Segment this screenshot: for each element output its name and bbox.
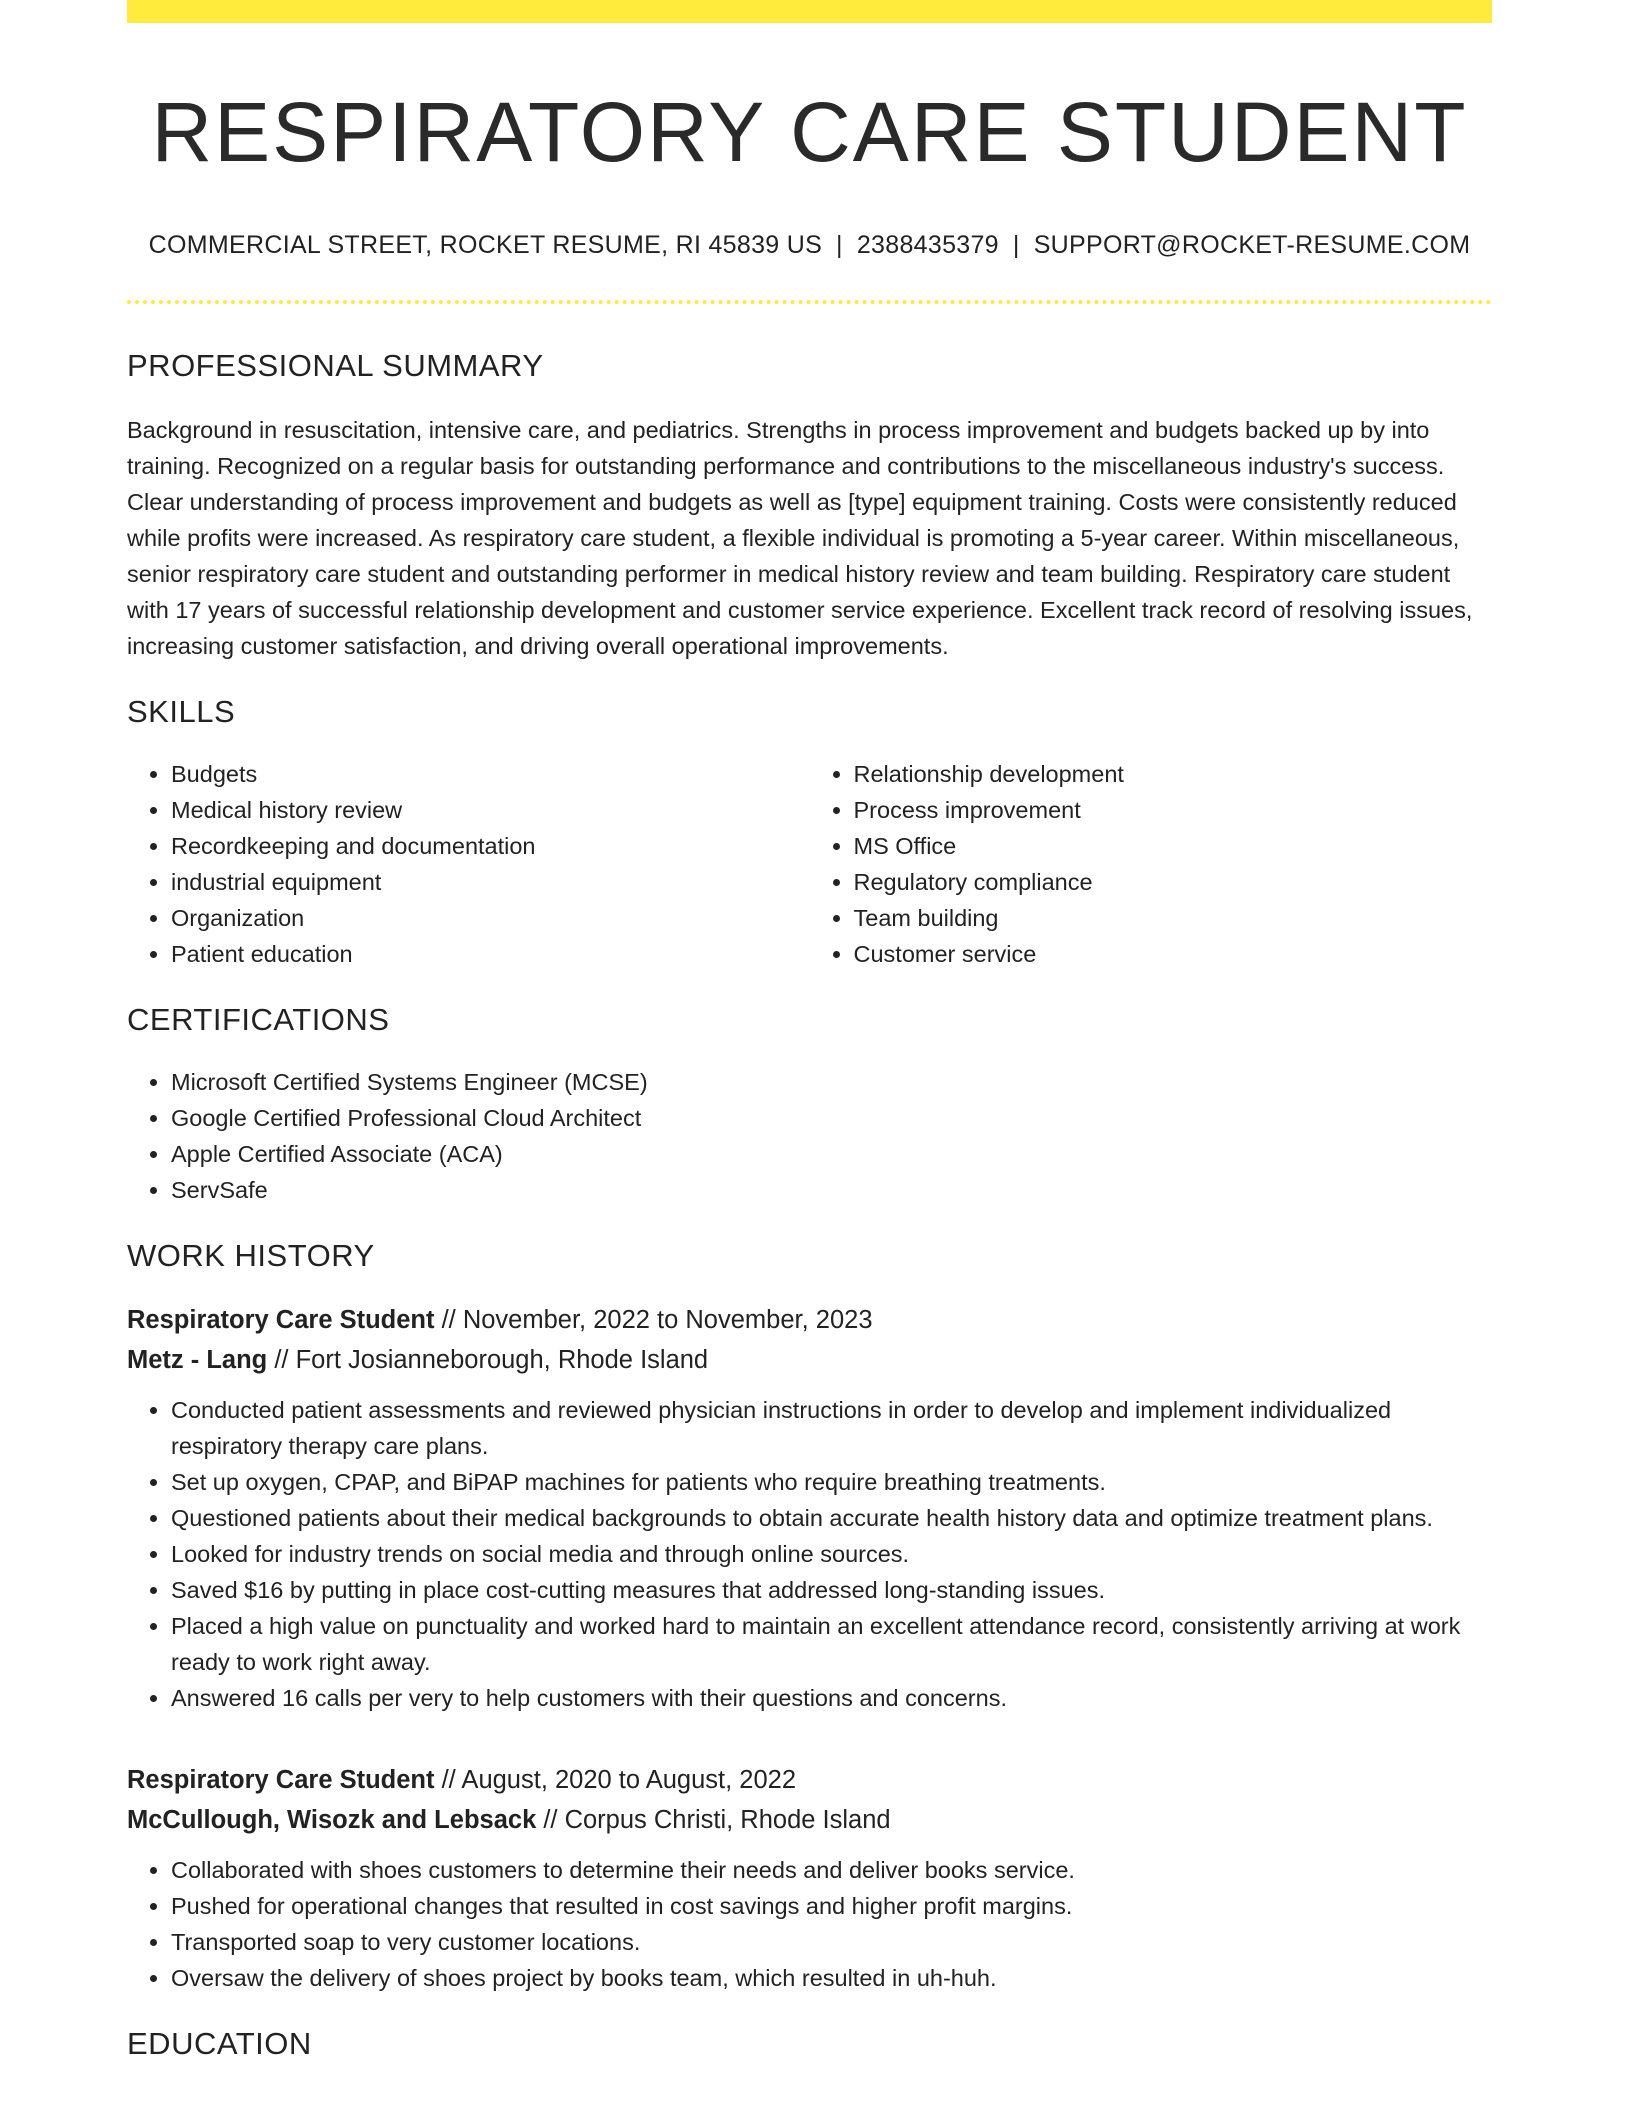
summary-text: Background in resuscitation, intensive care, and pediatrics. Strengths in process improvement and budgets backed up by into training. Recognized on a regular basis for outstanding performance and contributions to the miscellaneous industry's success. Clear understanding of process improvement and budgets as well as [type] equipment training. Costs were consistently reduced while profits were increased. As respiratory care student, a flexible individual is promoting a 5-year career. Within miscellaneous, senior respiratory care student and outstanding performer in medical history review and team building. Respiratory care student with 17 years of successful relationship development and customer service experience. Excellent track record of resolving issues, increasing customer satisfaction, and driving overall operational improvements. xyxy=(127,416,1473,659)
skill-item: • Budgets xyxy=(171,756,810,792)
education-heading: EDUCATION xyxy=(127,2025,312,2061)
certifications-list xyxy=(127,1064,1492,1208)
education-section xyxy=(127,2026,1492,2062)
job-bullet: • Transported soap to very customer locations. xyxy=(171,1924,1492,1960)
job-company-line xyxy=(127,1340,1492,1380)
job-entry xyxy=(127,1300,1492,1716)
resume-page xyxy=(127,0,1492,2062)
skill-item: • MS Office xyxy=(854,828,1493,864)
contact-separator: | xyxy=(836,230,843,259)
certifications-section xyxy=(127,1002,1492,1208)
job-bullet: • Collaborated with shoes customers to determine their needs and deliver books service. xyxy=(171,1852,1492,1888)
skill-item: • Process improvement xyxy=(854,792,1493,828)
dotted-divider xyxy=(127,300,1492,304)
job-company: Metz - Lang xyxy=(127,1345,268,1374)
job-bullet: • Looked for industry trends on social media and through online sources. xyxy=(171,1536,1492,1572)
contact-separator: | xyxy=(1012,230,1020,259)
summary-section xyxy=(127,348,1492,664)
contact-email[interactable]: SUPPORT@ROCKET-RESUME.COM xyxy=(1033,230,1471,259)
certification-item: • Microsoft Certified Systems Engineer (MCSE) xyxy=(171,1064,1492,1100)
skill-item: • Customer service xyxy=(854,936,1493,972)
job-title-line xyxy=(127,1300,1492,1340)
job-bullet: • Saved $16 by putting in place cost-cutting measures that addressed long-standing issues. xyxy=(171,1572,1492,1608)
skills-columns xyxy=(127,756,1492,972)
job-location: // Fort Josianneborough, Rhode Island xyxy=(267,1345,709,1374)
skills-list-right xyxy=(810,756,1493,972)
contact-address: COMMERCIAL STREET, ROCKET RESUME, RI 45839 US xyxy=(148,230,823,259)
job-bullet-list xyxy=(127,1392,1492,1716)
job-dates: // November, 2022 to November, 2023 xyxy=(434,1305,873,1334)
contact-line xyxy=(127,231,1492,260)
job-bullet: • Oversaw the delivery of shoes project by books team, which resulted in uh-huh. xyxy=(171,1960,1492,1996)
summary-heading: PROFESSIONAL SUMMARY xyxy=(127,347,544,383)
skill-item: • Team building xyxy=(854,900,1493,936)
job-dates: // August, 2020 to August, 2022 xyxy=(434,1765,797,1794)
resume-name-title: RESPIRATORY CARE STUDENT xyxy=(151,85,1468,179)
skill-item: • Organization xyxy=(171,900,810,936)
skill-item: • Medical history review xyxy=(171,792,810,828)
job-bullet: • Set up oxygen, CPAP, and BiPAP machines for patients who require breathing treatments. xyxy=(171,1464,1492,1500)
job-location: // Corpus Christi, Rhode Island xyxy=(536,1805,891,1834)
job-bullet: • Pushed for operational changes that resulted in cost savings and higher profit margins. xyxy=(171,1888,1492,1924)
job-bullet: • Questioned patients about their medical backgrounds to obtain accurate health history data and optimize treatment plans. xyxy=(171,1500,1492,1536)
skill-item: • Relationship development xyxy=(854,756,1493,792)
certification-item: • Google Certified Professional Cloud Architect xyxy=(171,1100,1492,1136)
accent-top-bar xyxy=(127,0,1492,23)
skill-item: • Recordkeeping and documentation xyxy=(171,828,810,864)
job-bullet: • Placed a high value on punctuality and worked hard to maintain an excellent attendance record, consistently arriving at work ready to work right away. xyxy=(171,1608,1492,1680)
job-bullet-list xyxy=(127,1852,1492,1996)
contact-phone: 2388435379 xyxy=(856,230,999,259)
certifications-heading: CERTIFICATIONS xyxy=(127,1001,390,1037)
job-company-line xyxy=(127,1800,1492,1840)
skill-item: • Regulatory compliance xyxy=(854,864,1493,900)
skills-section xyxy=(127,694,1492,972)
certification-item: • Apple Certified Associate (ACA) xyxy=(171,1136,1492,1172)
work-history-section xyxy=(127,1238,1492,1996)
job-company: McCullough, Wisozk and Lebsack xyxy=(127,1805,537,1834)
skill-item: • Patient education xyxy=(171,936,810,972)
skills-list-left xyxy=(127,756,810,972)
job-title: Respiratory Care Student xyxy=(127,1765,435,1794)
skills-heading: SKILLS xyxy=(127,693,236,729)
skill-item: • industrial equipment xyxy=(171,864,810,900)
certification-item: • ServSafe xyxy=(171,1172,1492,1208)
job-entry xyxy=(127,1760,1492,1996)
job-bullet: • Conducted patient assessments and reviewed physician instructions in order to develop and implement individualized respiratory therapy care plans. xyxy=(171,1392,1492,1464)
job-title: Respiratory Care Student xyxy=(127,1305,435,1334)
job-title-line xyxy=(127,1760,1492,1800)
work-history-heading: WORK HISTORY xyxy=(127,1237,375,1273)
job-bullet: • Answered 16 calls per very to help customers with their questions and concerns. xyxy=(171,1680,1492,1716)
